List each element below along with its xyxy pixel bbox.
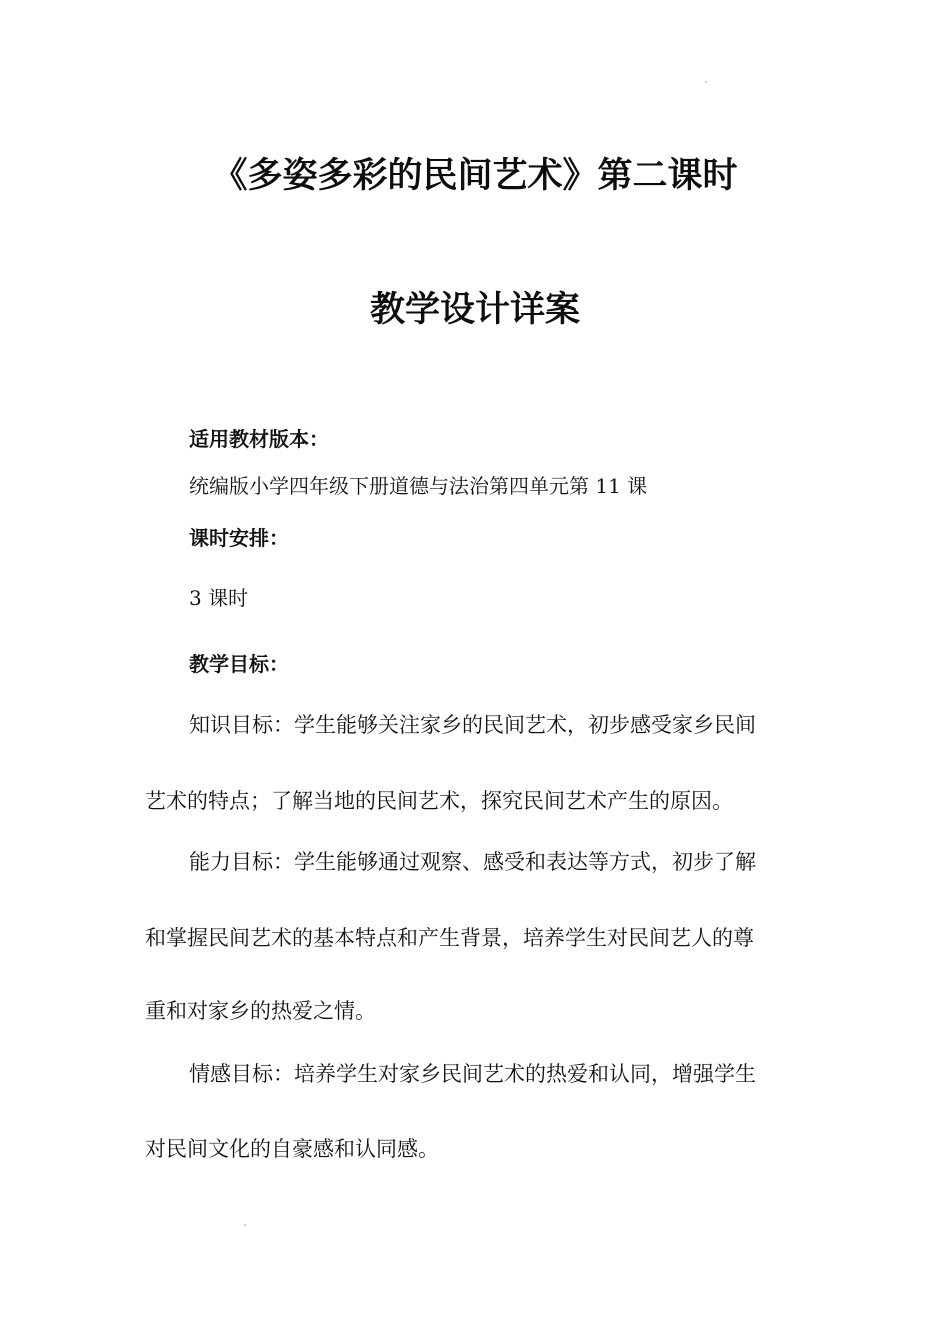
- objectives-label: 教学目标：: [189, 652, 289, 676]
- document-title: 《多姿多彩的民间艺术》第二课时: [212, 156, 738, 196]
- ability-objective-line1: 能力目标：学生能够通过观察、感受和表达等方式，初步了解: [189, 850, 756, 874]
- ability-objective-line3: 重和对家乡的热爱之情。: [145, 999, 376, 1023]
- page-mark-bottom: [244, 1224, 246, 1226]
- emotion-objective-line2: 对民间文化的自豪感和认同感。: [145, 1137, 439, 1161]
- emotion-objective-line1: 情感目标：培养学生对家乡民间艺术的热爱和认同，增强学生: [189, 1062, 756, 1086]
- knowledge-objective-line2: 艺术的特点；了解当地的民间艺术，探究民间艺术产生的原因。: [145, 789, 733, 813]
- schedule-value: 3 课时: [189, 586, 249, 610]
- textbook-label: 适用教材版本：: [189, 427, 329, 451]
- schedule-label: 课时安排：: [189, 526, 289, 550]
- document-subtitle: 教学设计详案: [369, 290, 580, 330]
- knowledge-objective-line1: 知识目标：学生能够关注家乡的民间艺术，初步感受家乡民间: [189, 713, 756, 737]
- textbook-value: 统编版小学四年级下册道德与法治第四单元第 11 课: [189, 474, 648, 498]
- page-mark-top: [705, 81, 707, 83]
- ability-objective-line2: 和掌握民间艺术的基本特点和产生背景，培养学生对民间艺人的尊: [145, 926, 754, 950]
